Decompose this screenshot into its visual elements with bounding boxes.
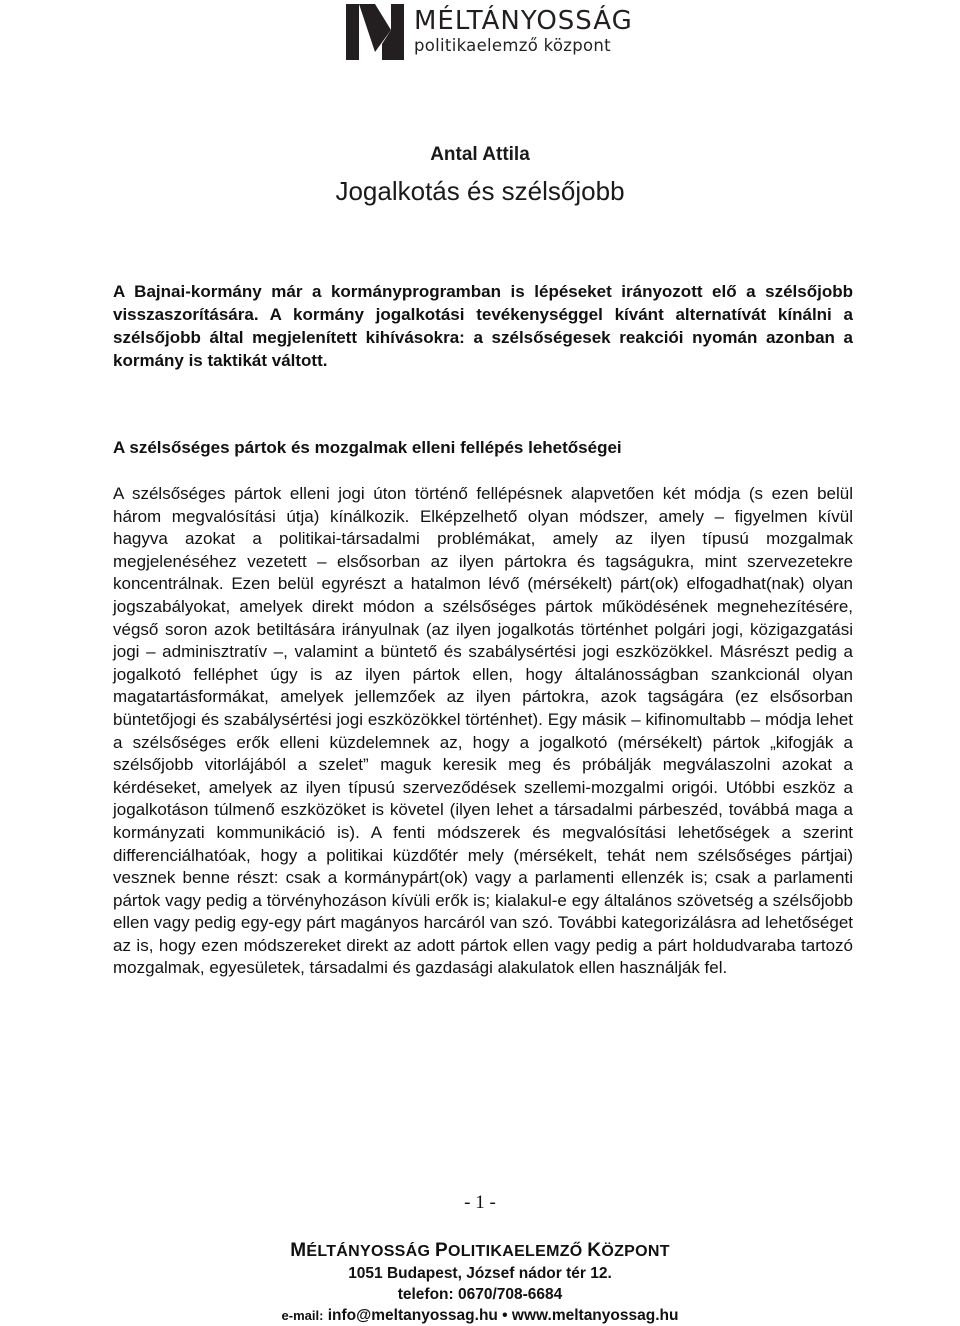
footer-org-part: P xyxy=(435,1240,448,1261)
page-number: - 1 - xyxy=(464,1192,496,1213)
logo xyxy=(346,4,633,60)
footer-org-part: ÉLTÁNYOSSÁG xyxy=(306,1243,435,1260)
article-title: Jogalkotás és szélsőjobb xyxy=(335,176,625,206)
footer-organization xyxy=(0,1240,960,1263)
footer-org-part: M xyxy=(290,1240,307,1261)
body-paragraph: A szélsőséges pártok elleni jogi úton történő fellépésnek alapvetően két módja (s ezen belül három megvalósítási útja) kínálkozik. Elképzelhető olyan módszer, amely – figyelmen kívül hagyva azokat a politikai-társadalmi problémákat, amely az ilyen típusú mozgalmak megjelenéséhez vezetett – elsősorban az ilyen pártokra és tagságukra, mint szervezetekre koncentrálnak. Ezen belül egyrészt a hatalmon lévő (mérsékelt) párt(ok) elfogadhat(nak) olyan jogszabályokat, amelyek direkt módon a szélsőséges pártok működésének megnehezítésére, végső soron azok betiltására irányulnak (az ilyen jogalkotás történhet polgári jogi, közigazgatási jogi – adminisztratív –, valamint a büntető és szabálysértési jogi eszközökkel. Másrészt pedig a jogalkotó felléphet úgy is az ilyen pártok ellen, hogy általánosságban szankcionál olyan magatartásformákat, amelyek jellemzőek az ilyen pártokra, azok tagságára (ez elsősorban büntetőjogi és szabálysértési jogi eszközökkel történhet). Egy másik – kifinomultabb – módja lehet a szélsőséges erők elleni küzdelemnek az, hogy a jogalkotó (mérsékelt) pártok „kifogják a szélsőjobb vitorlájából a szelet” maguk keresik meg és próbálják megválaszolni azokat a kérdéseket, amelyek az ilyen típusú szerveződések szellemi-mozgalmi origói. Utóbbi eszköz a jogalkotáson túlmenő eszközöket is követel (ilyen lehet a társadalmi párbeszéd, továbbá maga a kormányzati kommunikáció is). A fenti módszerek és megvalósítási lehetőségek a szerint differenciálhatóak, hogy a politikai küzdőtér mely (mérsékelt, tehát nem szélsőséges pártjai) vesznek benne részt: csak a kormánypárt(ok) vagy a parlamenti ellenzék is; csak a parlamenti pártok vagy pedig a törvényhozáson kívüli erők is; kialakul-e egy általános szövetség a szélsőjobb ellen vagy pedig egy-egy párt magányos harcáról van szó. További kategorizálásra ad lehetőséget az is, hogy ezen módszereket direkt az adott pártok ellen vagy pedig a párt holdudvaraba tartozó mozgalmak, egyesületek, társadalmi és gazdasági alakulatok ellen használják fel. xyxy=(113,484,853,978)
section-heading: A szélsőséges pártok és mozgalmak elleni fellépés lehetőségei xyxy=(113,438,622,457)
footer-address: 1051 Budapest, József nádor tér 12. xyxy=(348,1265,612,1282)
footer-phone: telefon: 0670/708-6684 xyxy=(397,1286,563,1303)
footer xyxy=(0,1240,960,1326)
footer-email-label: e-mail: xyxy=(281,1308,324,1323)
footer-contact xyxy=(0,1305,960,1326)
lead-paragraph: A Bajnai-kormány már a kormányprogramban is lépéseket irányozott elő a szélsőjobb visszaszorítására. A kormány jogalkotási tevékenységgel kívánt alternatívát kínálni a szélsőjobb által megjelenített kihívásokra: a szélsőségesek reakciói nyomán azonban a kormány is taktikát váltott. xyxy=(113,282,853,370)
logo-mark-icon xyxy=(346,4,404,60)
logo-name: MÉLTÁNYOSSÁG xyxy=(414,6,633,36)
footer-org-part: OLITIKAELEMZŐ xyxy=(447,1243,588,1260)
author-name: Antal Attila xyxy=(430,144,530,165)
footer-email-web: info@meltanyossag.hu • www.meltanyossag.hu xyxy=(323,1307,679,1324)
footer-org-part: ÖZPONT xyxy=(601,1243,670,1260)
logo-subtitle: politikaelemző központ xyxy=(414,36,611,55)
footer-org-part: K xyxy=(587,1240,602,1261)
